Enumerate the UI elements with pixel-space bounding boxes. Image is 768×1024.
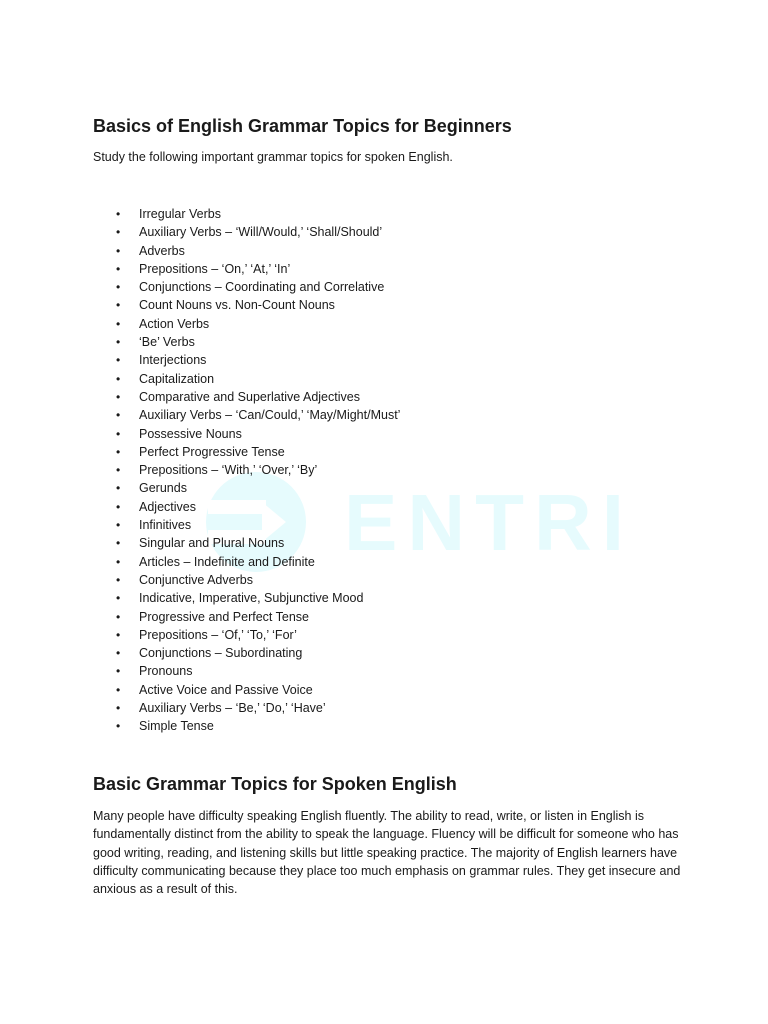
list-item — [93, 626, 400, 644]
list-item — [93, 699, 400, 717]
bullet-icon: • — [116, 518, 121, 533]
list-item-text: Auxiliary Verbs – ‘Will/Would,’ ‘Shall/Should’ — [139, 225, 383, 240]
bullet-icon: • — [116, 646, 121, 661]
bullet-icon: • — [116, 499, 121, 514]
bullet-icon: • — [116, 298, 121, 313]
bullet-icon: • — [116, 664, 121, 679]
bullet-icon: • — [116, 536, 121, 551]
list-item — [93, 443, 400, 461]
list-item-text: Singular and Plural Nouns — [139, 536, 285, 551]
bullet-icon: • — [116, 408, 121, 423]
list-item — [93, 406, 400, 424]
list-item-text: Adjectives — [139, 499, 196, 514]
list-item — [93, 498, 400, 516]
list-item — [93, 223, 400, 241]
bullet-icon: • — [116, 353, 121, 368]
bullet-icon: • — [116, 572, 121, 587]
list-item-text: Interjections — [139, 353, 207, 368]
list-item-text: Indicative, Imperative, Subjunctive Mood — [139, 591, 364, 606]
list-item-text: Adverbs — [139, 243, 185, 258]
list-item-text: Comparative and Superlative Adjectives — [139, 389, 360, 404]
bullet-icon: • — [116, 682, 121, 697]
section-heading-spoken-english: Basic Grammar Topics for Spoken English — [93, 774, 457, 794]
list-item — [93, 278, 400, 296]
list-item — [93, 461, 400, 479]
list-item-text: Possessive Nouns — [139, 426, 242, 441]
list-item — [93, 662, 400, 680]
list-item — [93, 681, 400, 699]
list-item — [93, 425, 400, 443]
list-item — [93, 516, 400, 534]
list-item — [93, 479, 400, 497]
list-item — [93, 351, 400, 369]
list-item — [93, 260, 400, 278]
bullet-icon: • — [116, 225, 121, 240]
section-heading-beginners: Basics of English Grammar Topics for Beginners — [93, 116, 512, 136]
list-item — [93, 571, 400, 589]
bullet-icon: • — [116, 261, 121, 276]
list-item — [93, 644, 400, 662]
list-item-text: ‘Be’ Verbs — [139, 335, 195, 350]
bullet-icon: • — [116, 426, 121, 441]
list-item-text: Active Voice and Passive Voice — [139, 682, 313, 697]
bullet-icon: • — [116, 719, 121, 734]
list-item — [93, 296, 400, 314]
bullet-icon: • — [116, 591, 121, 606]
bullet-icon: • — [116, 243, 121, 258]
list-item-text: Pronouns — [139, 664, 193, 679]
watermark-text: ENTRI — [344, 478, 634, 567]
bullet-icon: • — [116, 481, 121, 496]
list-item — [93, 370, 400, 388]
list-item-text: Auxiliary Verbs – ‘Be,’ ‘Do,’ ‘Have’ — [139, 701, 326, 716]
list-item-text: Perfect Progressive Tense — [139, 444, 285, 459]
list-item-text: Irregular Verbs — [139, 207, 221, 221]
bullet-icon: • — [116, 701, 121, 716]
spoken-english-paragraph: Many people have difficulty speaking English fluently. The ability to read, write, or listen in English is fundamentally distinct from the ability to speak the language. Fluency will be difficult for someone who has good writing, reading, and listening skills but little speaking practice. The majority of English learners have difficulty communicating because they place too much emphasis on grammar rules. They get insecure and anxious as a result of this. — [93, 809, 681, 897]
section-intro: Study the following important grammar topics for spoken English. — [93, 150, 453, 164]
list-item — [93, 608, 400, 626]
bullet-icon: • — [116, 444, 121, 459]
grammar-topics-list — [93, 205, 400, 736]
bullet-icon: • — [116, 609, 121, 624]
list-item — [93, 315, 400, 333]
bullet-icon: • — [116, 316, 121, 331]
bullet-icon: • — [116, 335, 121, 350]
list-item-text: Conjunctions – Subordinating — [139, 646, 303, 661]
bullet-icon: • — [116, 463, 121, 478]
list-item-text: Conjunctions – Coordinating and Correlative — [139, 280, 385, 295]
bullet-icon: • — [116, 207, 121, 221]
bullet-icon: • — [116, 280, 121, 295]
list-item — [93, 717, 400, 735]
list-item — [93, 333, 400, 351]
bullet-icon: • — [116, 627, 121, 642]
list-item-text: Prepositions – ‘Of,’ ‘To,’ ‘For’ — [139, 627, 297, 642]
list-item — [93, 388, 400, 406]
bullet-icon: • — [116, 554, 121, 569]
list-item-text: Articles – Indefinite and Definite — [139, 554, 315, 569]
list-item — [93, 534, 400, 552]
list-item-text: Infinitives — [139, 518, 192, 533]
list-item-text: Action Verbs — [139, 316, 210, 331]
list-item-text: Prepositions – ‘On,’ ‘At,’ ‘In’ — [139, 261, 291, 276]
list-item-text: Conjunctive Adverbs — [139, 572, 253, 587]
list-item-text: Capitalization — [139, 371, 215, 386]
bullet-icon: • — [116, 371, 121, 386]
bullet-icon: • — [116, 389, 121, 404]
list-item — [93, 205, 400, 223]
list-item-text: Simple Tense — [139, 719, 214, 734]
list-item — [93, 553, 400, 571]
list-item-text: Count Nouns vs. Non-Count Nouns — [139, 298, 335, 313]
list-item — [93, 589, 400, 607]
list-item — [93, 242, 400, 260]
list-item-text: Auxiliary Verbs – ‘Can/Could,’ ‘May/Might/Must’ — [139, 408, 401, 423]
list-item-text: Prepositions – ‘With,’ ‘Over,’ ‘By’ — [139, 463, 318, 478]
list-item-text: Progressive and Perfect Tense — [139, 609, 310, 624]
list-item-text: Gerunds — [139, 481, 187, 496]
